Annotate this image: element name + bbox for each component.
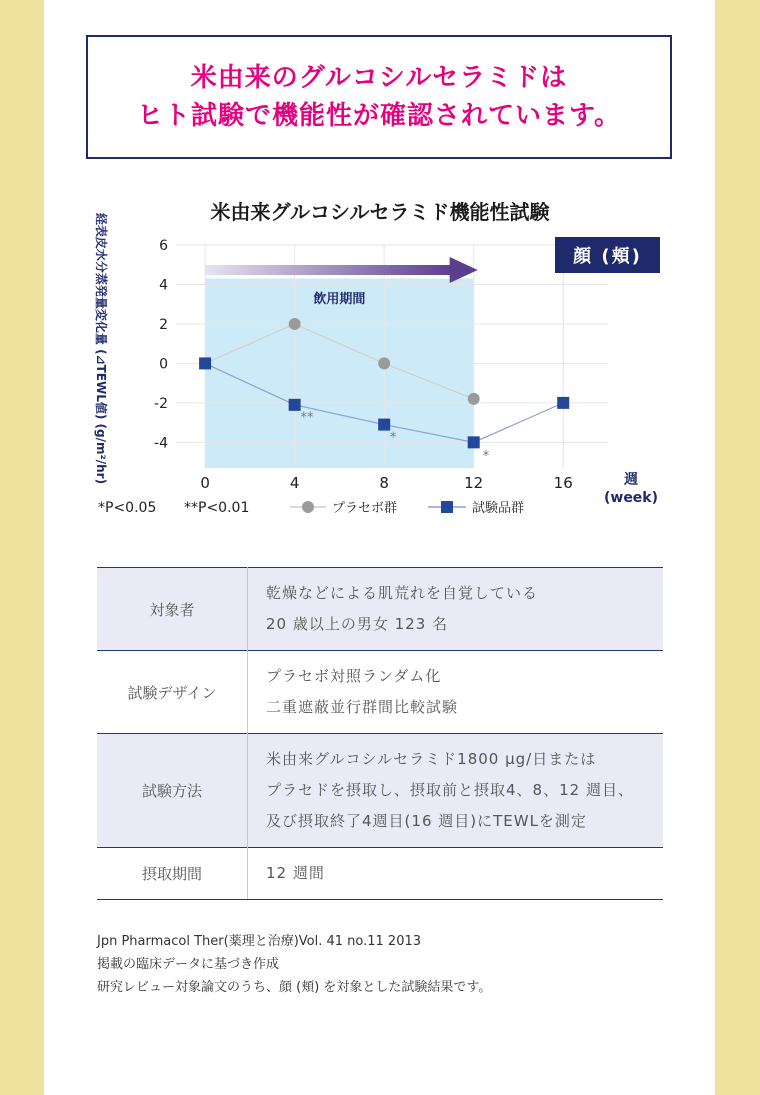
y-tick-label: 2 — [159, 316, 168, 333]
chart-title: 米由来グルコシルセラミド機能性試験 — [210, 200, 550, 224]
x-tick-label: 4 — [289, 474, 300, 492]
y-tick-label: -2 — [154, 395, 168, 412]
x-axis-label: 週 — [624, 472, 638, 488]
legend-placebo-marker — [302, 501, 314, 513]
table-value — [248, 651, 664, 734]
source-note — [97, 930, 491, 999]
significance-marker: * — [482, 449, 490, 465]
x-tick-label: 0 — [200, 474, 210, 492]
table-value-line: 20 歳以上の男女 123 名 — [266, 615, 449, 633]
test-group-point — [557, 397, 569, 409]
legend-test-marker — [441, 501, 453, 513]
placebo-point — [289, 318, 301, 330]
y-tick-label: 4 — [159, 277, 168, 294]
study-info-table — [97, 567, 663, 900]
table-row-method — [97, 734, 663, 848]
table-row-design — [97, 651, 663, 734]
region-badge: 顔 (頬) — [555, 237, 660, 273]
test-group-point — [289, 399, 301, 411]
placebo-point — [378, 357, 390, 369]
table-key: 試験デザイン — [97, 651, 248, 734]
table-value-line: 12 週間 — [266, 864, 325, 882]
x-tick-label: 16 — [553, 474, 573, 492]
table-key: 摂取期間 — [97, 848, 248, 900]
table-value-line: 乾燥などによる肌荒れを自覚している — [266, 584, 539, 602]
table-value-line: 米由来グルコシルセラミド1800 μg/日または — [266, 750, 597, 768]
y-axis-label — [78, 212, 126, 484]
table-value-line: 二重遮蔽並行群間比較試験 — [266, 698, 459, 716]
source-note-line: 研究レビュー対象論文のうち、顔 (頬) を対象とした試験結果です。 — [97, 980, 492, 995]
test-group-point — [378, 419, 390, 431]
headline-line-2: ヒト試験で機能性が確認されています。 — [137, 101, 621, 131]
x-axis-label-sub: (week) — [603, 490, 659, 506]
x-tick-label: 12 — [464, 474, 484, 492]
intake-period-label: 飲用期間 — [313, 292, 366, 307]
table-value-line: 及び摂取終了4週目(16 週目)にTEWLを測定 — [266, 812, 587, 830]
significance-marker: * — [389, 430, 397, 446]
table-key: 対象者 — [97, 568, 248, 651]
table-value-line: プラセドを摂取し、摂取前と摂取4、8、12 週目、 — [266, 781, 634, 799]
table-key: 試験方法 — [97, 734, 248, 848]
y-tick-label: 6 — [159, 238, 168, 254]
y-tick-label: -4 — [154, 435, 168, 452]
intake-arrow-body — [205, 265, 452, 275]
legend-significance-2: **P<0.01 — [184, 500, 250, 516]
legend-placebo-label: プラセボ群 — [332, 501, 398, 516]
placebo-point — [468, 393, 480, 405]
x-tick-label: 8 — [379, 474, 389, 492]
table-row-subject — [97, 568, 663, 651]
table-row-period — [97, 848, 663, 900]
table-value-line: プラセボ対照ランダム化 — [266, 667, 442, 685]
table-value — [248, 568, 664, 651]
test-group-point — [199, 357, 211, 369]
y-tick-label: 0 — [159, 356, 168, 373]
legend-test-label: 試験品群 — [472, 501, 525, 516]
test-group-point — [468, 436, 480, 448]
legend-significance-1: *P<0.05 — [98, 500, 157, 516]
significance-marker: ** — [300, 410, 314, 426]
table-value — [248, 848, 664, 900]
source-note-line: 掲載の臨床データに基づき作成 — [97, 957, 280, 972]
table-value — [248, 734, 664, 848]
headline-line-1: 米由来のグルコシルセラミドは — [190, 63, 568, 93]
source-citation: Jpn Pharmacol Ther(薬理と治療)Vol. 41 no.11 2013 — [97, 934, 422, 949]
y-axis-label-text: 経表皮水分蒸発量変化量 (⊿TEWL値) (g/m²/hr) — [94, 212, 109, 484]
